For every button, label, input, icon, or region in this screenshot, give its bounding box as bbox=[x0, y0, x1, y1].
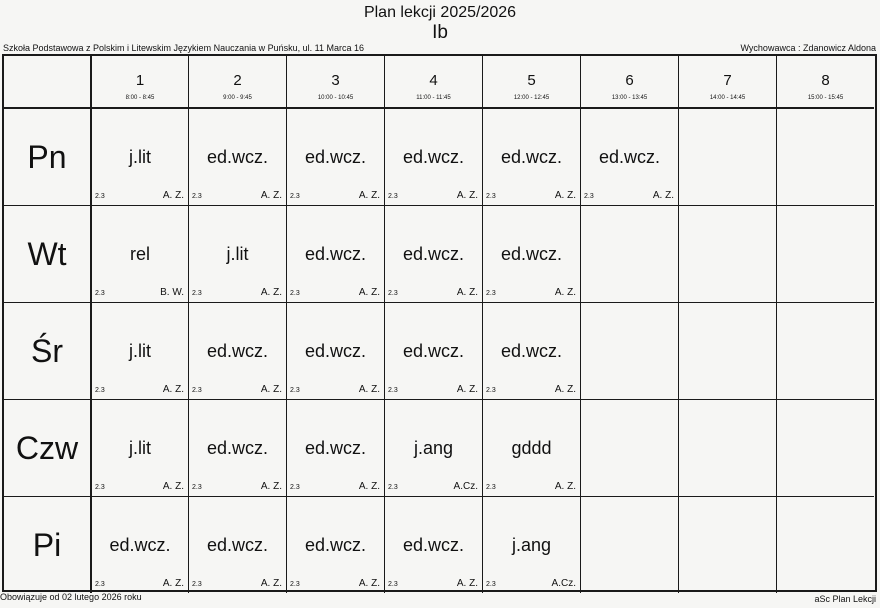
lesson-cell[interactable] bbox=[483, 303, 581, 400]
lesson-subject: j.ang bbox=[511, 535, 552, 555]
lesson-room: 2.3 bbox=[584, 193, 594, 200]
lesson-teacher: A.Cz. bbox=[453, 481, 478, 492]
empty-lesson-cell bbox=[581, 497, 679, 593]
lesson-room: 2.3 bbox=[486, 387, 496, 394]
lesson-teacher: A. Z. bbox=[652, 190, 674, 201]
lesson-subject: ed.wcz. bbox=[206, 535, 269, 555]
lesson-teacher: A. Z. bbox=[358, 287, 380, 298]
lesson-teacher: A. Z. bbox=[260, 578, 282, 589]
lesson-room: 2.3 bbox=[388, 484, 398, 491]
lesson-subject: j.lit bbox=[129, 147, 151, 167]
lesson-room: 2.3 bbox=[192, 290, 202, 297]
lesson-subject: ed.wcz. bbox=[402, 535, 465, 555]
lesson-subject: j.lit bbox=[129, 341, 151, 361]
lesson-teacher: A. Z. bbox=[260, 190, 282, 201]
lesson-cell[interactable] bbox=[287, 400, 385, 497]
lesson-subject: ed.wcz. bbox=[206, 147, 269, 167]
class-name: Ib bbox=[432, 22, 448, 43]
lesson-teacher: A. Z. bbox=[554, 190, 576, 201]
lesson-cell[interactable] bbox=[92, 109, 189, 206]
lesson-room: 2.3 bbox=[290, 193, 300, 200]
lesson-cell[interactable] bbox=[483, 206, 581, 303]
empty-lesson-cell bbox=[679, 400, 777, 497]
lesson-room: 2.3 bbox=[388, 387, 398, 394]
period-time: 9:00 - 9:45 bbox=[223, 95, 252, 101]
empty-lesson-cell bbox=[581, 303, 679, 400]
period-number: 3 bbox=[331, 72, 340, 89]
period-number: 5 bbox=[527, 72, 536, 89]
period-number: 7 bbox=[723, 72, 732, 89]
empty-lesson-cell bbox=[777, 303, 874, 400]
period-header bbox=[679, 56, 777, 109]
empty-lesson-cell bbox=[679, 497, 777, 593]
day-label: Pi bbox=[4, 497, 92, 593]
lesson-room: 2.3 bbox=[388, 581, 398, 588]
period-header bbox=[483, 56, 581, 109]
lesson-cell[interactable] bbox=[385, 109, 483, 206]
lesson-cell[interactable] bbox=[385, 400, 483, 497]
day-label: Czw bbox=[4, 400, 92, 497]
lesson-teacher: A. Z. bbox=[162, 578, 184, 589]
period-number: 2 bbox=[233, 72, 242, 89]
empty-lesson-cell bbox=[679, 109, 777, 206]
period-time: 13:00 - 13:45 bbox=[611, 95, 648, 101]
lesson-cell[interactable] bbox=[581, 109, 679, 206]
lesson-room: 2.3 bbox=[290, 290, 300, 297]
lesson-cell[interactable] bbox=[385, 303, 483, 400]
lesson-teacher: A. Z. bbox=[162, 384, 184, 395]
period-header bbox=[92, 56, 189, 109]
lesson-subject: ed.wcz. bbox=[598, 147, 661, 167]
period-time: 10:00 - 10:45 bbox=[317, 95, 354, 101]
lesson-room: 2.3 bbox=[388, 193, 398, 200]
lesson-teacher: A.Cz. bbox=[551, 578, 576, 589]
lesson-subject: ed.wcz. bbox=[500, 341, 563, 361]
period-header bbox=[777, 56, 874, 109]
lesson-cell[interactable] bbox=[287, 303, 385, 400]
lesson-cell[interactable] bbox=[189, 400, 287, 497]
lesson-subject: rel bbox=[129, 244, 150, 264]
period-header bbox=[581, 56, 679, 109]
lesson-cell[interactable] bbox=[189, 206, 287, 303]
lesson-subject: ed.wcz. bbox=[304, 438, 367, 458]
lesson-subject: ed.wcz. bbox=[500, 147, 563, 167]
lesson-cell[interactable] bbox=[189, 303, 287, 400]
period-time: 12:00 - 12:45 bbox=[513, 95, 550, 101]
day-label: Wt bbox=[4, 206, 92, 303]
grid-corner bbox=[4, 56, 92, 109]
lesson-room: 2.3 bbox=[95, 193, 105, 200]
lesson-room: 2.3 bbox=[486, 484, 496, 491]
lesson-room: 2.3 bbox=[95, 387, 105, 394]
lesson-teacher: A. Z. bbox=[260, 287, 282, 298]
lesson-subject: j.lit bbox=[226, 244, 249, 264]
lesson-room: 2.3 bbox=[486, 581, 496, 588]
period-number: 6 bbox=[625, 72, 634, 89]
lesson-teacher: A. Z. bbox=[358, 481, 380, 492]
lesson-subject: j.lit bbox=[129, 438, 151, 458]
lesson-room: 2.3 bbox=[290, 387, 300, 394]
lesson-subject: ed.wcz. bbox=[206, 341, 269, 361]
software-credit: aSc Plan Lekcji bbox=[814, 594, 876, 604]
day-label: Pn bbox=[4, 109, 92, 206]
lesson-teacher: A. Z. bbox=[456, 190, 478, 201]
lesson-teacher: A. Z. bbox=[358, 190, 380, 201]
lesson-room: 2.3 bbox=[95, 290, 105, 297]
empty-lesson-cell bbox=[581, 400, 679, 497]
lesson-cell[interactable] bbox=[385, 206, 483, 303]
lesson-subject: ed.wcz. bbox=[304, 341, 367, 361]
lesson-teacher: A. Z. bbox=[456, 578, 478, 589]
lesson-room: 2.3 bbox=[486, 290, 496, 297]
lesson-subject: ed.wcz. bbox=[500, 244, 563, 264]
empty-lesson-cell bbox=[777, 400, 874, 497]
lesson-teacher: B. W. bbox=[160, 287, 184, 298]
lesson-cell[interactable] bbox=[92, 206, 189, 303]
lesson-subject: ed.wcz. bbox=[402, 147, 465, 167]
lesson-cell[interactable] bbox=[483, 497, 581, 593]
day-label: Śr bbox=[4, 303, 92, 400]
empty-lesson-cell bbox=[777, 497, 874, 593]
empty-lesson-cell bbox=[777, 206, 874, 303]
lesson-teacher: A. Z. bbox=[456, 384, 478, 395]
period-header bbox=[189, 56, 287, 109]
lesson-teacher: A. Z. bbox=[554, 481, 576, 492]
lesson-room: 2.3 bbox=[192, 387, 202, 394]
valid-from-note: Obowiązuje od 02 lutego 2026 roku bbox=[0, 592, 142, 602]
lesson-teacher: A. Z. bbox=[456, 287, 478, 298]
lesson-room: 2.3 bbox=[95, 581, 105, 588]
lesson-teacher: A. Z. bbox=[162, 481, 184, 492]
lesson-cell[interactable] bbox=[483, 109, 581, 206]
lesson-subject: ed.wcz. bbox=[402, 244, 465, 264]
lesson-room: 2.3 bbox=[290, 581, 300, 588]
lesson-cell[interactable] bbox=[92, 497, 189, 593]
period-time: 8:00 - 8:45 bbox=[125, 95, 155, 101]
lesson-teacher: A. Z. bbox=[162, 190, 184, 201]
lesson-room: 2.3 bbox=[486, 193, 496, 200]
lesson-cell[interactable] bbox=[189, 497, 287, 593]
period-header bbox=[287, 56, 385, 109]
lesson-teacher: A. Z. bbox=[358, 384, 380, 395]
empty-lesson-cell bbox=[777, 109, 874, 206]
period-number: 4 bbox=[429, 72, 438, 89]
lesson-cell[interactable] bbox=[287, 206, 385, 303]
lesson-subject: j.ang bbox=[413, 438, 454, 458]
lesson-cell[interactable] bbox=[287, 497, 385, 593]
lesson-room: 2.3 bbox=[388, 290, 398, 297]
lesson-room: 2.3 bbox=[290, 484, 300, 491]
lesson-cell[interactable] bbox=[385, 497, 483, 593]
lesson-teacher: A. Z. bbox=[554, 287, 576, 298]
period-number: 8 bbox=[821, 72, 830, 89]
timetable-title: Plan lekcji 2025/2026 bbox=[363, 4, 517, 21]
period-header bbox=[385, 56, 483, 109]
lesson-subject: ed.wcz. bbox=[402, 341, 465, 361]
lesson-subject: ed.wcz. bbox=[109, 535, 171, 555]
lesson-subject: ed.wcz. bbox=[206, 438, 269, 458]
lesson-teacher: A. Z. bbox=[554, 384, 576, 395]
lesson-teacher: A. Z. bbox=[260, 384, 282, 395]
lesson-teacher: A. Z. bbox=[260, 481, 282, 492]
lesson-cell[interactable] bbox=[92, 400, 189, 497]
period-time: 11:00 - 11:45 bbox=[416, 95, 451, 101]
lesson-subject: gddd bbox=[511, 438, 552, 458]
timetable-grid bbox=[2, 54, 877, 592]
class-tutor: Wychowawca : Zdanowicz Aldona bbox=[740, 43, 876, 53]
lesson-subject: ed.wcz. bbox=[304, 535, 367, 555]
lesson-subject: ed.wcz. bbox=[304, 244, 367, 264]
lesson-subject: ed.wcz. bbox=[304, 147, 367, 167]
lesson-room: 2.3 bbox=[192, 484, 202, 491]
lesson-cell[interactable] bbox=[92, 303, 189, 400]
period-time: 14:00 - 14:45 bbox=[709, 95, 746, 101]
lesson-cell[interactable] bbox=[287, 109, 385, 206]
lesson-cell[interactable] bbox=[483, 400, 581, 497]
lesson-room: 2.3 bbox=[192, 193, 202, 200]
lesson-teacher: A. Z. bbox=[358, 578, 380, 589]
empty-lesson-cell bbox=[581, 206, 679, 303]
empty-lesson-cell bbox=[679, 206, 777, 303]
lesson-cell[interactable] bbox=[189, 109, 287, 206]
school-name: Szkoła Podstawowa z Polskim i Litewskim Językiem Nauczania w Puńsku, ul. 11 Marca 16 bbox=[3, 43, 364, 53]
period-time: 15:00 - 15:45 bbox=[807, 95, 844, 101]
period-number: 1 bbox=[135, 72, 145, 89]
lesson-room: 2.3 bbox=[192, 581, 202, 588]
lesson-room: 2.3 bbox=[95, 484, 105, 491]
empty-lesson-cell bbox=[679, 303, 777, 400]
